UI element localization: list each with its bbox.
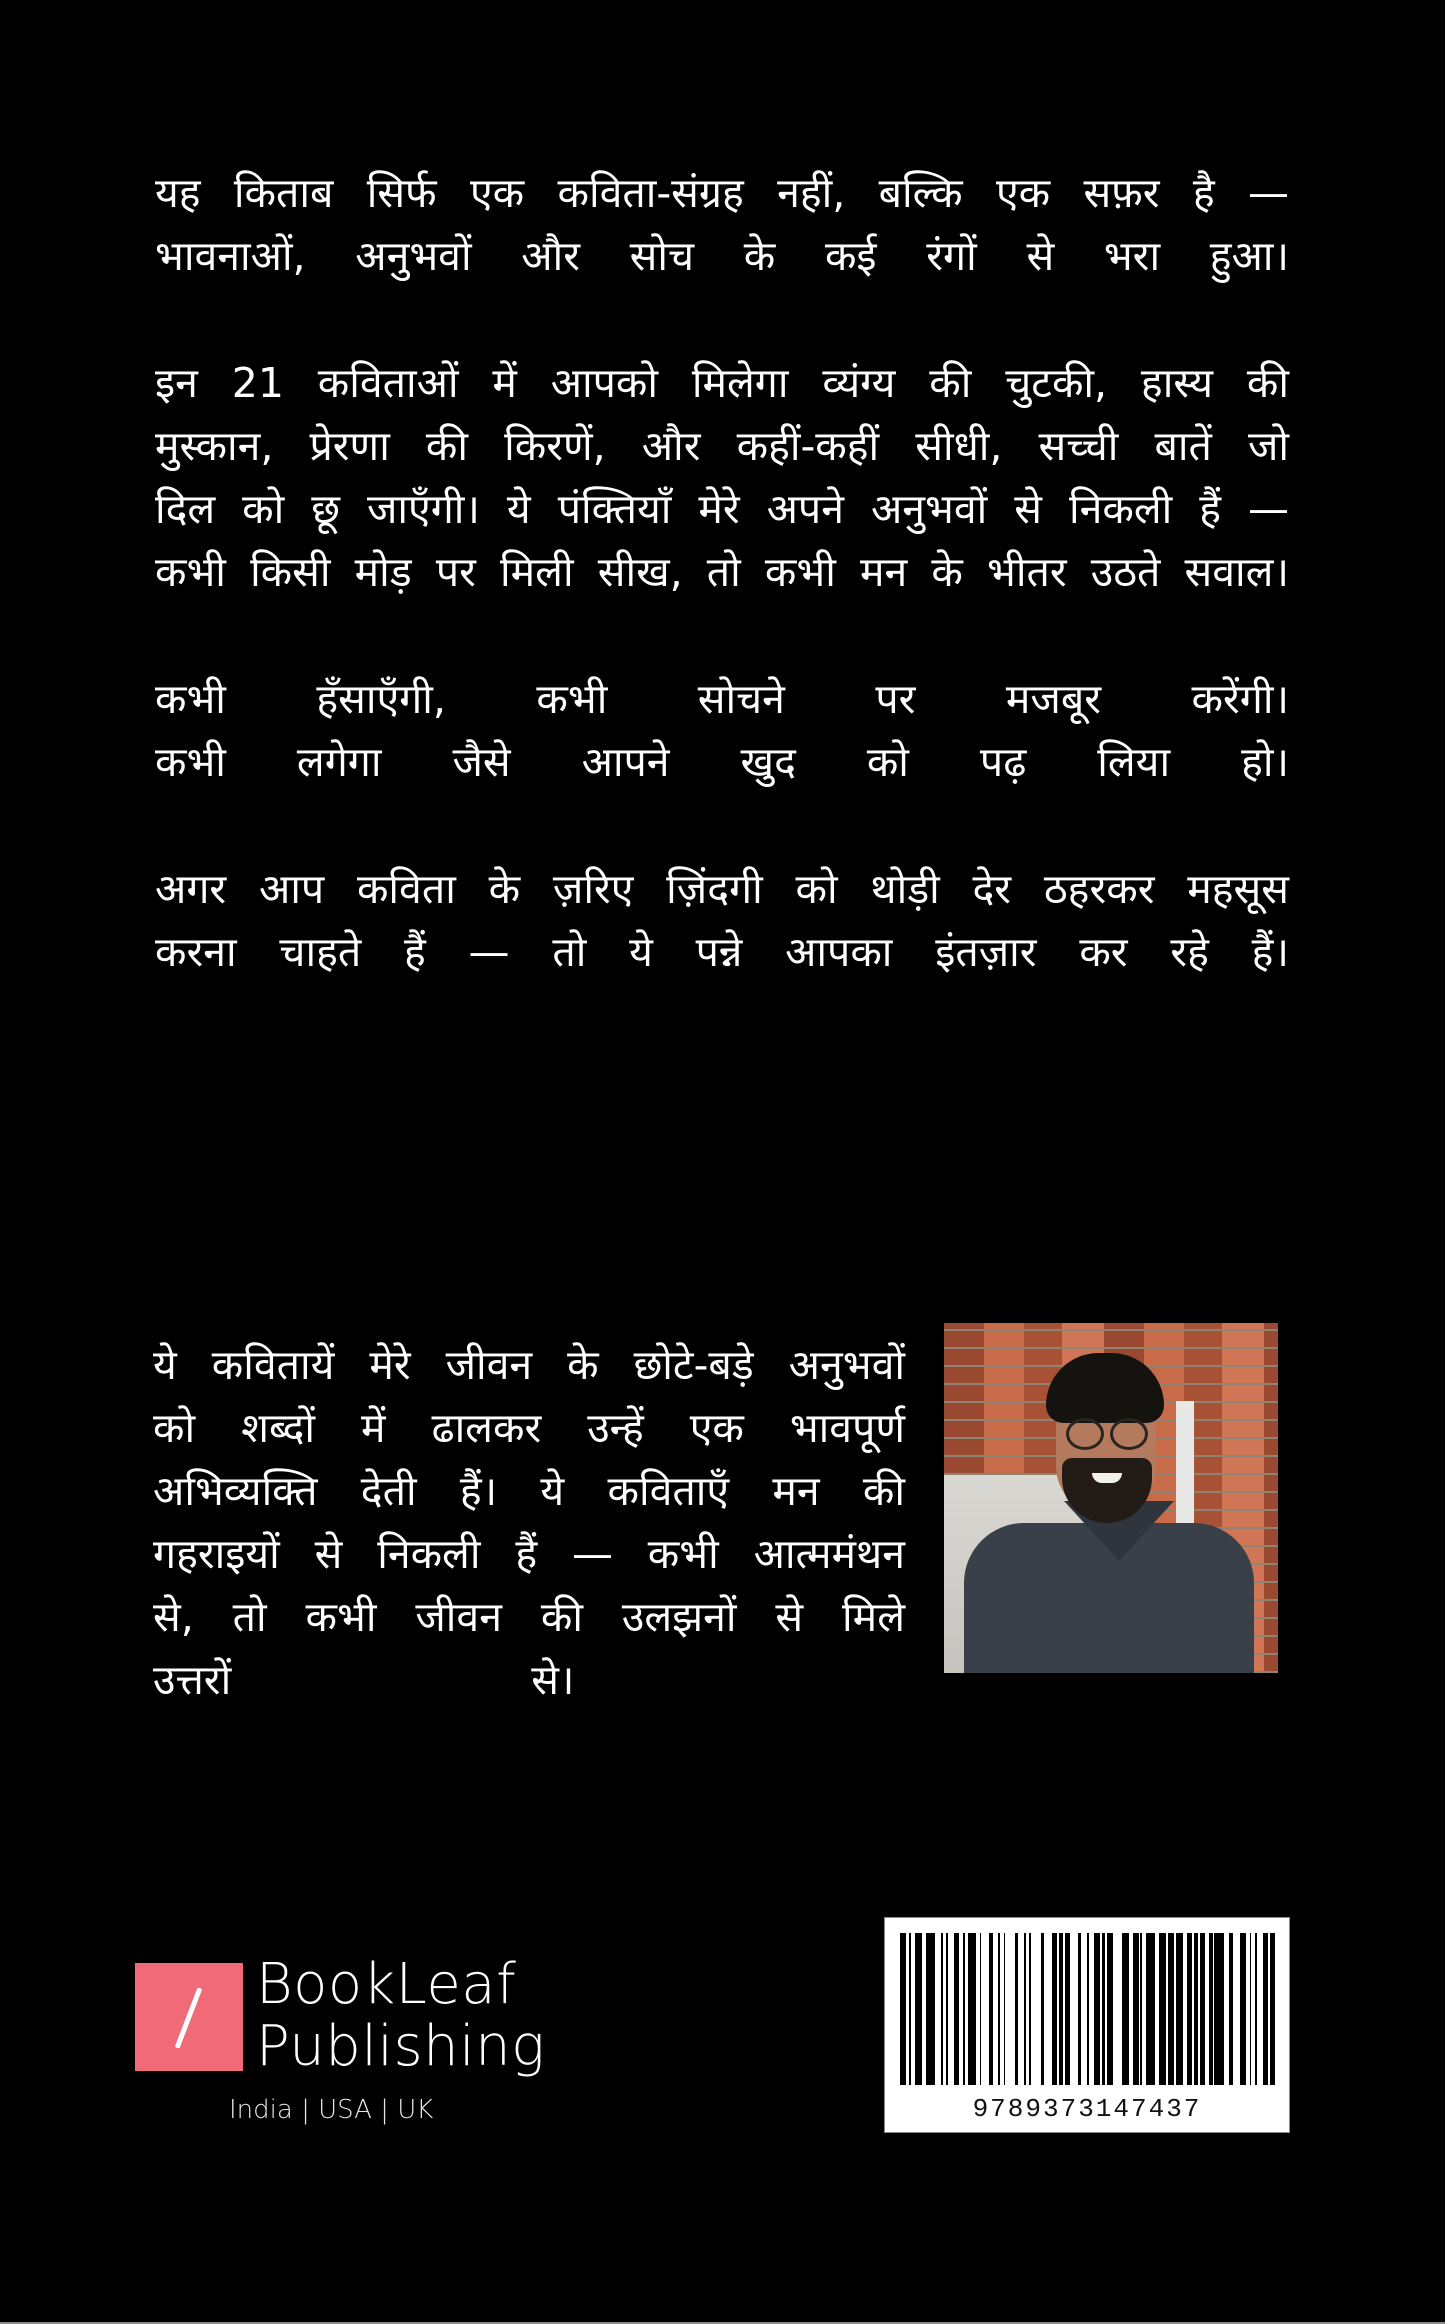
publisher-regions: India | USA | UK [229, 2095, 434, 2125]
bio-line: से, तो कभी जीवन की उलझनों से मिले [153, 1593, 905, 1641]
blurb-paragraph-3 [155, 668, 1289, 794]
glasses-right-lens [1110, 1418, 1148, 1450]
blurb-line: कभी लगेगा जैसे आपने खुद को पढ़ लिया हो। [155, 738, 1289, 786]
bio-line: अभिव्यक्ति देती हैं। ये कविताएँ मन की [153, 1467, 905, 1515]
blurb-line: मुस्कान, प्रेरणा की किरणें, और कहीं-कहीं सीधी, सच्ची बातें जो [155, 422, 1289, 470]
slash-icon [175, 1987, 203, 2049]
blurb-line: करना चाहते हैं — तो ये पन्ने आपका इंतज़ार कर रहे हैं। [155, 928, 1289, 976]
bio-last-word-right: से। [531, 1656, 575, 1704]
blurb-paragraph-4 [155, 858, 1289, 984]
barcode-bar [915, 1933, 922, 2085]
publisher-logo-mark [135, 1963, 243, 2071]
barcode-bar [1214, 1933, 1223, 2085]
blurb-line: अगर आप कविता के ज़रिए ज़िंदगी को थोड़ी देर ठहरकर महसूस [155, 865, 1289, 913]
author-photo [944, 1323, 1278, 1673]
barcode-bar [1146, 1933, 1155, 2085]
barcode-space [981, 1933, 988, 2085]
blurb-line: यह किताब सिर्फ एक कविता-संग्रह नहीं, बल्कि एक सफ़र है — [155, 169, 1289, 217]
bio-last-word-left: उत्तरों [153, 1656, 232, 1704]
barcode-space [1044, 1933, 1051, 2085]
barcode-bar [1270, 1933, 1276, 2085]
blurb-line: दिल को छू जाएँगी। ये पंक्तियाँ मेरे अपने अनुभवों से निकली हैं — [155, 485, 1289, 533]
barcode-bar [968, 1933, 975, 2085]
bio-line: गहराइयों से निकली हैं — कभी आत्ममंथन [153, 1530, 905, 1578]
glasses-left-lens [1066, 1418, 1104, 1450]
barcode-bar [926, 1933, 935, 2085]
isbn-barcode [884, 1917, 1290, 2133]
blurb-paragraph-1 [155, 162, 1289, 288]
isbn-number: 9789373147437 [972, 2094, 1202, 2124]
blurb-line: कभी किसी मोड़ पर मिली सीख, तो कभी मन के भीतर उठते सवाल। [155, 548, 1289, 596]
barcode-bar [1122, 1933, 1129, 2085]
barcode-space [1031, 1933, 1040, 2085]
author-bio [153, 1334, 905, 1712]
barcode-space [1233, 1933, 1240, 2085]
bio-line: ये कवितायें मेरे जीवन के छोटे-बड़े अनुभवों [153, 1341, 905, 1389]
blurb-line: भावनाओं, अनुभवों और सोच के कई रंगों से भरा हुआ। [155, 232, 1289, 280]
bio-last-line [153, 1649, 905, 1712]
barcode-space [1070, 1933, 1077, 2085]
photo-pole [1176, 1401, 1194, 1531]
blurb-line: इन 21 कविताओं में आपको मिलेगा व्यंग्य की चुटकी, हास्य की [155, 359, 1289, 407]
barcode-bar [1159, 1933, 1166, 2085]
blurb-line: कभी हँसाएँगी, कभी सोचने पर मजबूर करेंगी। [155, 675, 1289, 723]
barcode-space [1113, 1933, 1122, 2085]
barcode-space [1005, 1933, 1014, 2085]
publisher-name-line2: Publishing [256, 2014, 546, 2079]
publisher-name-line1: BookLeaf [256, 1952, 517, 2017]
bio-line: को शब्दों में ढालकर उन्हें एक भावपूर्ण [153, 1404, 905, 1452]
blurb-paragraph-2 [155, 352, 1289, 604]
barcode-bars [900, 1933, 1276, 2085]
barcode-bar [1176, 1933, 1183, 2085]
